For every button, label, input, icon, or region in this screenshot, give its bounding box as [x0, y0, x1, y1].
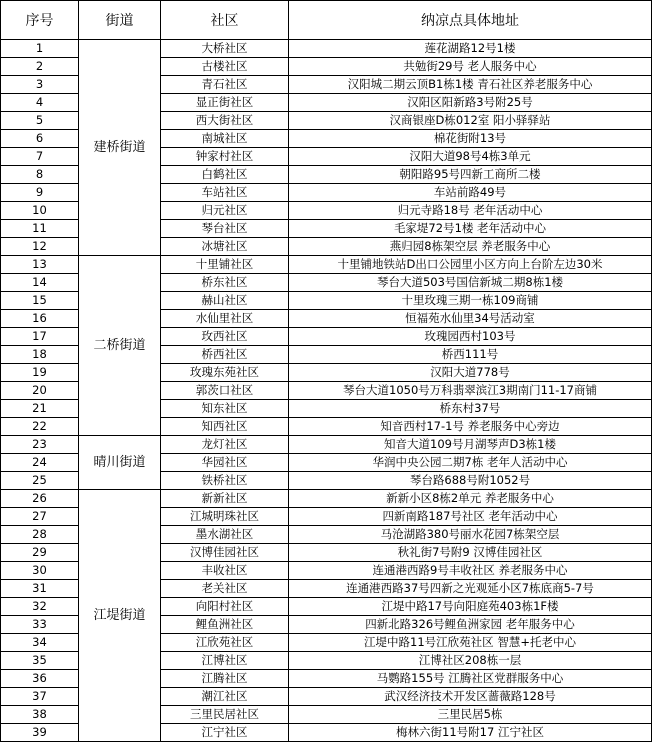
- row-index: 5: [1, 112, 79, 130]
- row-index: 14: [1, 274, 79, 292]
- address: 桥东村37号: [289, 400, 652, 418]
- row-index: 12: [1, 238, 79, 256]
- row-index: 4: [1, 94, 79, 112]
- community-name: 大桥社区: [161, 40, 289, 58]
- header-index: 序号: [1, 1, 79, 40]
- row-index: 33: [1, 616, 79, 634]
- address: 连通港西路9号丰收社区 养老服务中心: [289, 562, 652, 580]
- table-row: [1, 490, 652, 508]
- row-index: 9: [1, 184, 79, 202]
- row-index: 31: [1, 580, 79, 598]
- row-index: 37: [1, 688, 79, 706]
- community-name: 三里民居社区: [161, 706, 289, 724]
- table-row: [1, 436, 652, 454]
- address: 车站前路49号: [289, 184, 652, 202]
- header-row: [1, 1, 652, 40]
- address: 连通港西路37号四新之光观延小区7栋底商5-7号: [289, 580, 652, 598]
- row-index: 13: [1, 256, 79, 274]
- community-name: 新新社区: [161, 490, 289, 508]
- community-name: 南城社区: [161, 130, 289, 148]
- community-name: 老关社区: [161, 580, 289, 598]
- row-index: 6: [1, 130, 79, 148]
- address: 琴台大道1050号万科翡翠滨江3期南门11-17商铺: [289, 382, 652, 400]
- community-name: 向阳村社区: [161, 598, 289, 616]
- row-index: 35: [1, 652, 79, 670]
- community-name: 江宁社区: [161, 724, 289, 742]
- address: 武汉经济技术开发区蔷薇路128号: [289, 688, 652, 706]
- community-name: 青石社区: [161, 76, 289, 94]
- address: 知音西村17-1号 养老服务中心旁边: [289, 418, 652, 436]
- row-index: 39: [1, 724, 79, 742]
- row-index: 26: [1, 490, 79, 508]
- address: 共勉街29号 老人服务中心: [289, 58, 652, 76]
- community-name: 鲤鱼洲社区: [161, 616, 289, 634]
- row-index: 7: [1, 148, 79, 166]
- community-name: 十里铺社区: [161, 256, 289, 274]
- community-name: 墨水湖社区: [161, 526, 289, 544]
- address: 梅林六街11号附17 江宁社区: [289, 724, 652, 742]
- community-name: 水仙里社区: [161, 310, 289, 328]
- community-name: 龙灯社区: [161, 436, 289, 454]
- community-name: 归元社区: [161, 202, 289, 220]
- community-name: 江城明珠社区: [161, 508, 289, 526]
- row-index: 32: [1, 598, 79, 616]
- community-name: 汉博佳园社区: [161, 544, 289, 562]
- row-index: 23: [1, 436, 79, 454]
- table-row: [1, 40, 652, 58]
- address: 马鹦路155号 江腾社区党群服务中心: [289, 670, 652, 688]
- row-index: 17: [1, 328, 79, 346]
- address: 汉阳区阳新路3号附25号: [289, 94, 652, 112]
- address: 十里玫瑰三期一栋109商铺: [289, 292, 652, 310]
- row-index: 22: [1, 418, 79, 436]
- row-index: 19: [1, 364, 79, 382]
- community-name: 铁桥社区: [161, 472, 289, 490]
- community-name: 江博社区: [161, 652, 289, 670]
- community-name: 华园社区: [161, 454, 289, 472]
- address: 恒福苑水仙里34号活动室: [289, 310, 652, 328]
- community-name: 琴台社区: [161, 220, 289, 238]
- row-index: 25: [1, 472, 79, 490]
- row-index: 8: [1, 166, 79, 184]
- address: 华润中央公园二期7栋 老年人活动中心: [289, 454, 652, 472]
- address: 汉商银座D栋012室 阳小驿驿站: [289, 112, 652, 130]
- address: 棉花街附13号: [289, 130, 652, 148]
- address: 马沧湖路380号丽水花园7栋架空层: [289, 526, 652, 544]
- community-name: 郭茨口社区: [161, 382, 289, 400]
- row-index: 29: [1, 544, 79, 562]
- street-name: 建桥街道: [79, 40, 161, 256]
- community-name: 丰收社区: [161, 562, 289, 580]
- row-index: 30: [1, 562, 79, 580]
- address: 琴台路688号附1052号: [289, 472, 652, 490]
- address: 莲花湖路12号1楼: [289, 40, 652, 58]
- community-name: 江腾社区: [161, 670, 289, 688]
- table-row: [1, 256, 652, 274]
- community-name: 桥西社区: [161, 346, 289, 364]
- address: 琴台大道503号国信新城二期8栋1楼: [289, 274, 652, 292]
- community-name: 玫瑰东苑社区: [161, 364, 289, 382]
- row-index: 24: [1, 454, 79, 472]
- address: 桥西111号: [289, 346, 652, 364]
- community-name: 西大街社区: [161, 112, 289, 130]
- row-index: 21: [1, 400, 79, 418]
- row-index: 20: [1, 382, 79, 400]
- address: 江堤中路17号向阳庭苑403栋1F楼: [289, 598, 652, 616]
- community-name: 潮江社区: [161, 688, 289, 706]
- street-name: 二桥街道: [79, 256, 161, 436]
- address: 三里民居5栋: [289, 706, 652, 724]
- address: 汉阳大道778号: [289, 364, 652, 382]
- address: 四新南路187号社区 老年活动中心: [289, 508, 652, 526]
- row-index: 15: [1, 292, 79, 310]
- street-name: 江堤街道: [79, 490, 161, 742]
- address: 毛家堤72号1楼 老年活动中心: [289, 220, 652, 238]
- community-name: 桥东社区: [161, 274, 289, 292]
- row-index: 28: [1, 526, 79, 544]
- community-name: 冰塘社区: [161, 238, 289, 256]
- community-name: 钟家村社区: [161, 148, 289, 166]
- address: 十里铺地铁站D出口公园里小区方向上台阶左边30米: [289, 256, 652, 274]
- community-name: 江欣苑社区: [161, 634, 289, 652]
- community-name: 车站社区: [161, 184, 289, 202]
- address: 玫瑰园西村103号: [289, 328, 652, 346]
- community-name: 知东社区: [161, 400, 289, 418]
- row-index: 38: [1, 706, 79, 724]
- address: 知音大道109号月湖琴声D3栋1楼: [289, 436, 652, 454]
- community-name: 显正街社区: [161, 94, 289, 112]
- row-index: 16: [1, 310, 79, 328]
- community-name: 玫西社区: [161, 328, 289, 346]
- address: 新新小区8栋2单元 养老服务中心: [289, 490, 652, 508]
- community-name: 白鹤社区: [161, 166, 289, 184]
- row-index: 18: [1, 346, 79, 364]
- address: 燕归园8栋架空层 养老服务中心: [289, 238, 652, 256]
- header-address: 纳凉点具体地址: [289, 1, 652, 40]
- address: 朝阳路95号四新工商所二楼: [289, 166, 652, 184]
- row-index: 36: [1, 670, 79, 688]
- street-name: 晴川街道: [79, 436, 161, 490]
- row-index: 11: [1, 220, 79, 238]
- row-index: 3: [1, 76, 79, 94]
- address: 江堤中路11号江欣苑社区 智慧+托老中心: [289, 634, 652, 652]
- header-community: 社区: [161, 1, 289, 40]
- row-index: 27: [1, 508, 79, 526]
- row-index: 2: [1, 58, 79, 76]
- address: 汉阳大道98号4栋3单元: [289, 148, 652, 166]
- address: 四新北路326号鲤鱼洲家园 老年服务中心: [289, 616, 652, 634]
- row-index: 10: [1, 202, 79, 220]
- address: 江博社区208栋一层: [289, 652, 652, 670]
- row-index: 1: [1, 40, 79, 58]
- community-name: 知西社区: [161, 418, 289, 436]
- header-street: 街道: [79, 1, 161, 40]
- community-name: 古楼社区: [161, 58, 289, 76]
- address: 汉阳城二期云顶B1栋1楼 青石社区养老服务中心: [289, 76, 652, 94]
- address: 归元寺路18号 老年活动中心: [289, 202, 652, 220]
- row-index: 34: [1, 634, 79, 652]
- address: 秋礼街7号附9 汉博佳园社区: [289, 544, 652, 562]
- community-name: 赫山社区: [161, 292, 289, 310]
